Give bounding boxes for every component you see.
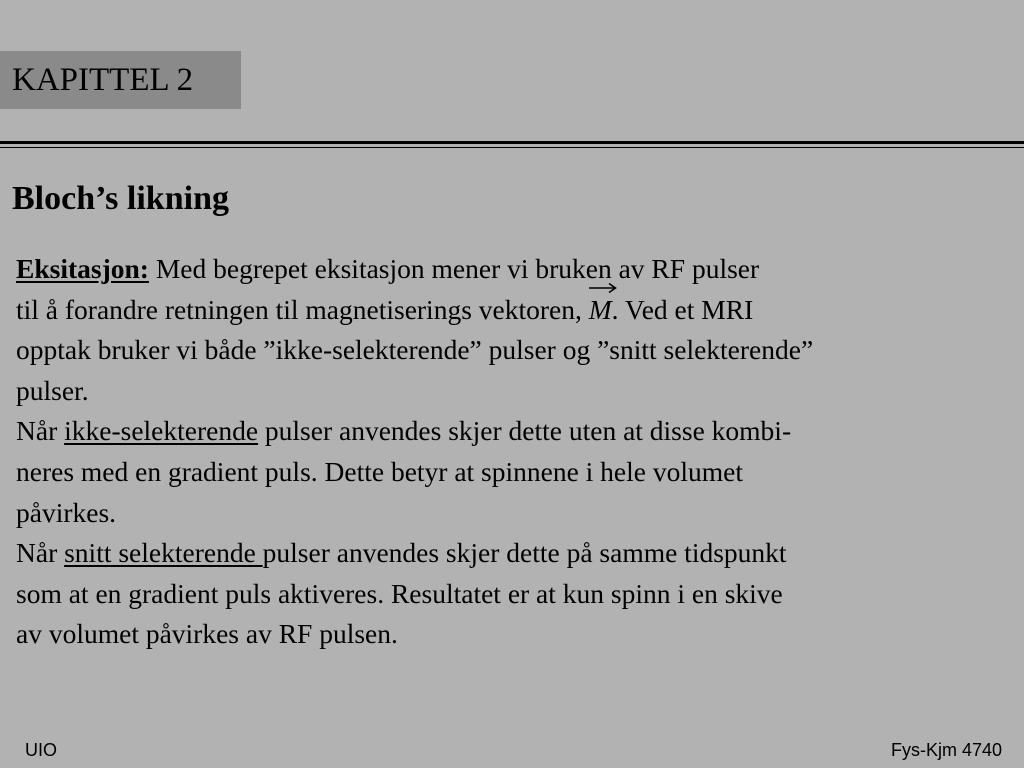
footer-institution: UIO: [25, 740, 58, 760]
vector-m: [589, 290, 612, 331]
body-line-5-text-b: pulser anvendes skjer dette uten at disse kombi-: [258, 415, 792, 447]
vector-arrow-icon: [587, 282, 619, 294]
body-line-2-text-a: til å forandre retningen til magnetiserings vektoren,: [16, 293, 589, 325]
body-line-2-text-b: . Ved et MRI: [611, 293, 754, 325]
term-ikke-selekterende: ikke-selekterende: [64, 415, 259, 447]
term-eksitasjon: Eksitasjon:: [16, 253, 149, 284]
chapter-label-text: KAPITTEL 2: [12, 61, 194, 98]
body-line-1-text: Med begrepet eksitasjon mener vi bruken av RF pulser: [148, 253, 760, 284]
body-line-6: neres med en gradient puls. Dette betyr at spinnene i hele volumet: [16, 455, 743, 487]
body-line-8: [16, 533, 1016, 574]
vector-m-symbol: M: [588, 293, 612, 325]
body-text: [16, 249, 1016, 655]
body-line-7: påvirkes.: [16, 496, 117, 528]
header-divider: [0, 141, 1024, 148]
body-line-1: [16, 249, 1016, 290]
body-line-8-text-b: pulser anvendes skjer dette på samme tidspunkt: [262, 537, 787, 569]
chapter-label: [0, 51, 241, 109]
footer-course: Fys-Kjm 4740: [890, 740, 1002, 760]
body-line-4: pulser.: [16, 374, 89, 406]
body-line-2: [16, 290, 1016, 331]
body-line-3: opptak bruker vi både ”ikke-selekterende” pulser og ”snitt selekterende”: [16, 334, 814, 366]
term-snitt-selekterende: snitt selekterende: [64, 537, 263, 569]
body-line-10: av volumet påvirkes av RF pulsen.: [16, 618, 398, 650]
body-line-5-text-a: Når: [16, 415, 65, 447]
body-line-9: som at en gradient puls aktiveres. Resultatet er at kun spinn i en skive: [16, 577, 783, 609]
slide-title: Bloch’s likning: [12, 180, 229, 217]
body-line-8-text-a: Når: [16, 537, 65, 569]
body-line-5: [16, 411, 1016, 452]
